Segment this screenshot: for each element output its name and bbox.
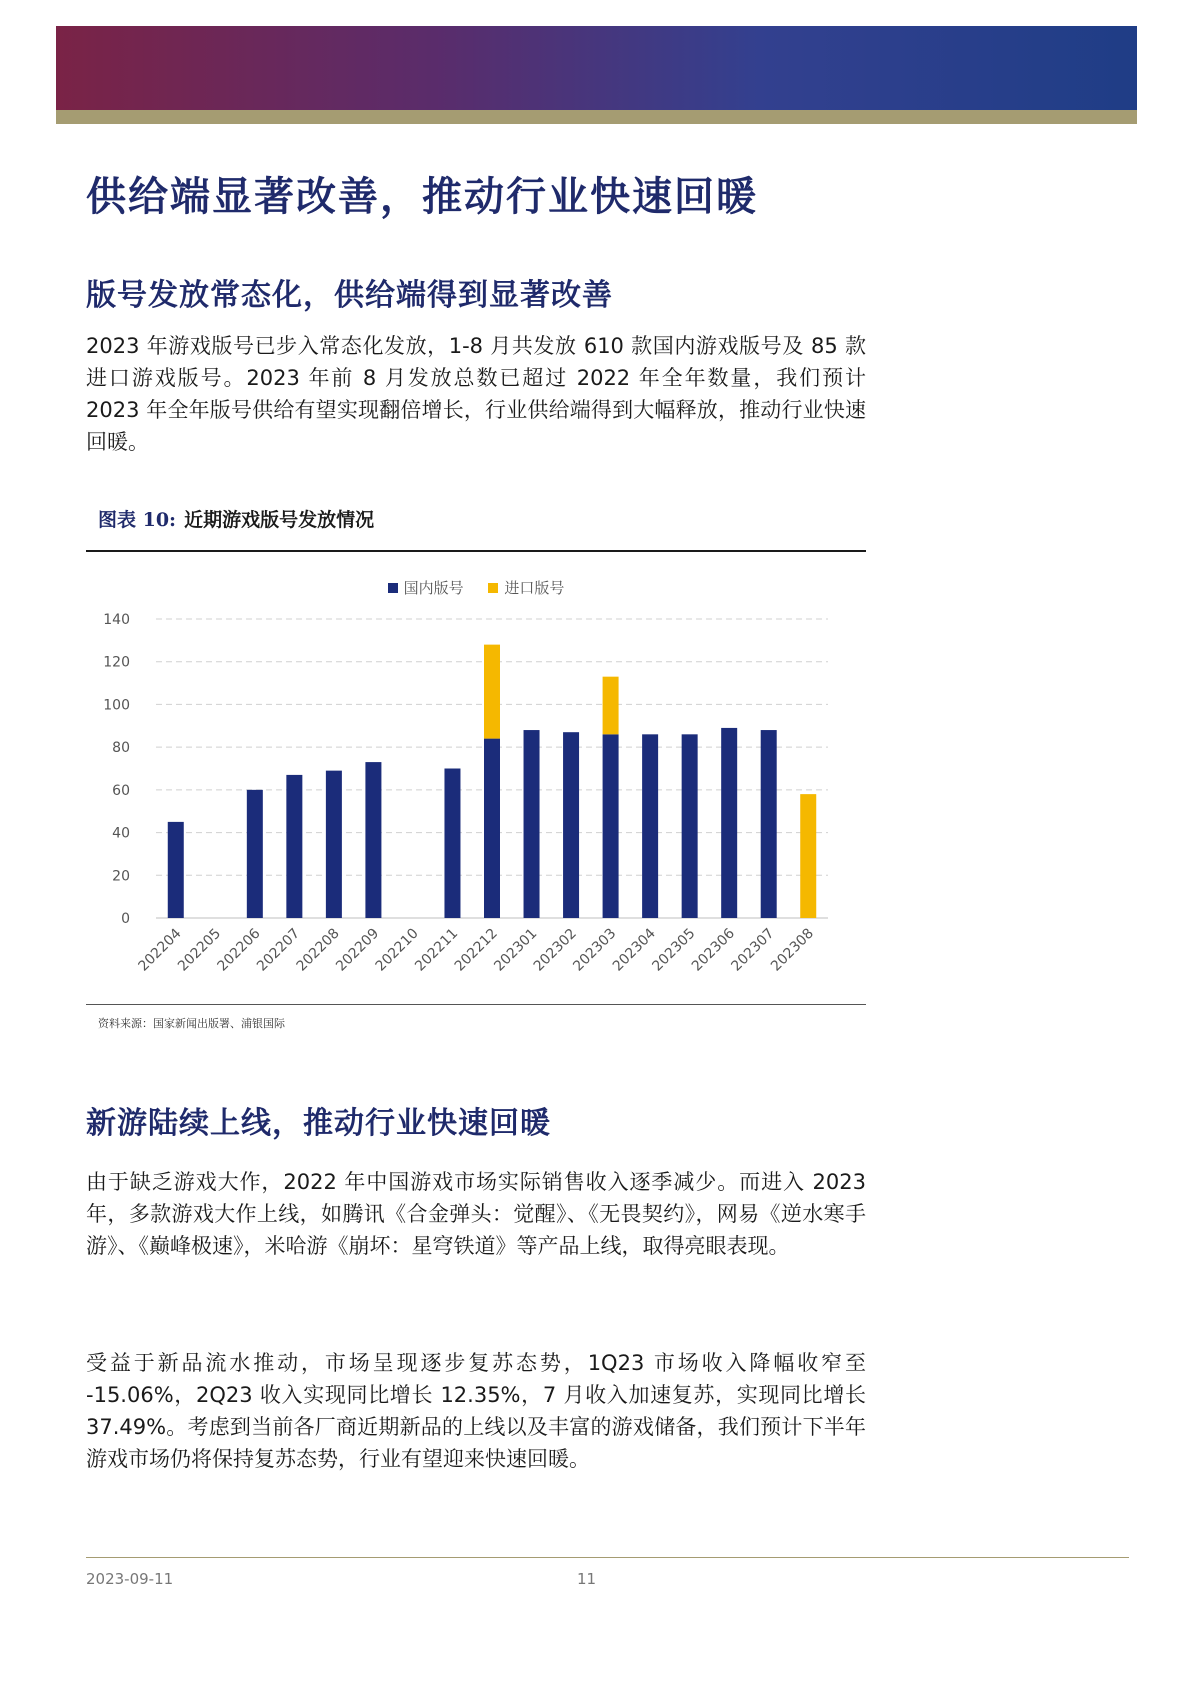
legend-item-import [488,577,564,598]
bar-domestic [168,822,184,918]
x-tick-label: 202208 [293,925,343,975]
bar-domestic [444,769,460,919]
legend-label-import: 进口版号 [504,579,565,597]
legend-item-domestic [388,577,464,598]
y-tick-label: 60 [112,782,130,799]
bar-import [484,645,500,739]
bar-domestic [286,775,302,918]
bar-import [603,677,619,735]
header-banner [56,26,1137,110]
x-tick-label: 202306 [688,925,739,975]
y-tick-label: 20 [112,868,130,885]
bar-domestic [247,790,263,918]
x-tick-label: 202205 [175,925,225,975]
bar-domestic [524,730,540,918]
bar-domestic [682,734,698,918]
figure-label [98,505,374,532]
bar-domestic [721,728,737,918]
chart-legend [86,577,866,598]
y-tick-label: 100 [103,697,130,714]
figure-number: 图表 10: [98,509,177,531]
bar-domestic [484,739,500,918]
header-stripe [56,110,1137,124]
x-tick-label: 202209 [333,925,383,975]
x-tick-label: 202206 [214,925,264,975]
y-tick-label: 140 [103,612,130,628]
section-paragraph-new-games-2: 受益于新品流水推动，市场呈现逐步复苏态势，1Q23 市场收入降幅收窄至 -15.06%，2Q23 收入实现同比增长 12.35%，7 月收入加速复苏，实现同比增长 37.49%。考虑到当前各厂商近期新品的上线以及丰富的游戏储备，我们预计下半年游戏市场仍将保持复苏态势，行业有望迎来快速回暖。 [86,1351,866,1471]
section-heading-license: 版号发放常态化，供给端得到显著改善 [86,278,613,313]
legend-label-domestic: 国内版号 [403,579,464,597]
section-heading-new-games: 新游陆续上线，推动行业快速回暖 [86,1106,551,1141]
bar-import [800,794,816,918]
x-tick-label: 202307 [728,925,778,975]
x-tick-label: 202308 [767,925,818,975]
footer-rule [86,1557,1129,1558]
x-tick-label: 202301 [491,925,541,975]
section-paragraph-new-games-1: 由于缺乏游戏大作，2022 年中国游戏市场实际销售收入逐季减少。而进入 2023 年，多款游戏大作上线，如腾讯《合金弹头：觉醒》、《无畏契约》，网易《逆水寒手游》、《巅峰极速》，米哈游《崩坏：星穹铁道》等产品上线，取得亮眼表现。 [86,1170,866,1258]
x-tick-label: 202304 [609,925,659,975]
page-number: 11 [577,1570,597,1588]
bar-domestic [365,762,381,918]
y-tick-label: 40 [112,825,130,842]
y-tick-label: 80 [112,740,130,757]
section-paragraph-license: 2023 年游戏版号已步入常态化发放，1-8 月共发放 610 款国内游戏版号及 85 款进口游戏版号。2023 年前 8 月发放总数已超过 2022 年全年数量，我们预计 2023 年全年版号供给有望实现翻倍增长，行业供给端得到大幅释放，推动行业快速回暖。 [86,334,866,454]
bar-domestic [326,771,342,918]
figure-bottom-rule [86,1004,866,1005]
bar-domestic [761,730,777,918]
legend-swatch-import [488,583,498,593]
bar-domestic [603,734,619,918]
figure-source: 资料来源：国家新闻出版署、浦银国际 [98,1017,285,1030]
bar-domestic [563,732,579,918]
y-tick-label: 120 [103,654,130,671]
x-tick-label: 202204 [135,925,185,975]
footer-date: 2023-09-11 [86,1570,174,1588]
x-tick-label: 202207 [254,925,304,975]
figure-title: 近期游戏版号发放情况 [184,509,375,531]
bar-domestic [642,734,658,918]
x-tick-label: 202302 [530,925,580,975]
y-tick-label: 0 [121,911,130,927]
legend-swatch-domestic [388,583,398,593]
x-tick-label: 202303 [570,925,620,975]
x-tick-label: 202211 [412,925,462,975]
chart-canvas [86,563,866,1003]
x-tick-label: 202210 [372,925,422,975]
page-title: 供给端显著改善，推动行业快速回暖 [86,173,758,220]
x-tick-label: 202305 [649,925,699,975]
x-tick-label: 202212 [451,925,501,975]
figure-top-rule [86,550,866,552]
license-chart [86,563,866,1003]
